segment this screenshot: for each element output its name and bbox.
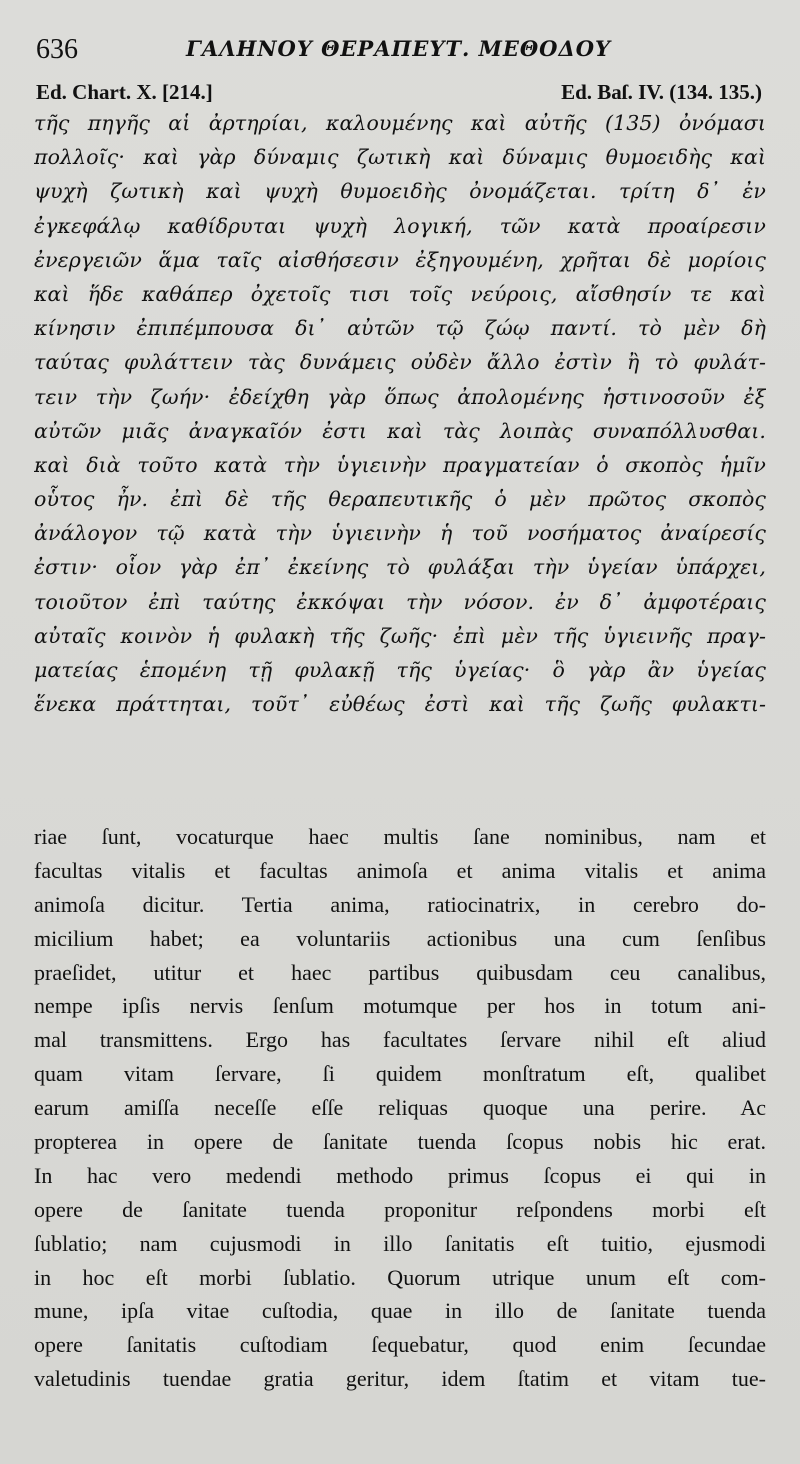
greek-text-line: τειν τὴν ζωήν· ἐδείχθη γὰρ ὅπως ἀπολομένης ἡστινοσοῦν ἐξ (34, 384, 766, 409)
greek-text-line: οὗτος ἦν. ἐπὶ δὲ τῆς θεραπευτικῆς ὁ μὲν πρῶτος σκοπὸς (34, 487, 766, 512)
latin-text-line: valetudinis tuendae gratia geritur, idem ſtatim et vitam tue- (34, 1366, 766, 1392)
greek-text-line: ματείας ἑπομένη τῇ φυλακῇ τῆς ὑγείας· ὃ γὰρ ἂν ὑγείας (34, 658, 766, 682)
latin-text-line: In hac vero medendi methodo primus ſcopus ei qui in (34, 1162, 766, 1188)
edition-left: Ed. Chart. X. [214.] (36, 80, 213, 104)
latin-text-line: mal transmittens. Ergo has facultates ſervare nihil eſt aliud (34, 1027, 766, 1053)
greek-text-line: καὶ διὰ τοῦτο κατὰ τὴν ὑγιεινὴν πραγματείαν ὁ σκοπὸς ἡμῖν (34, 452, 766, 477)
page-header (36, 34, 766, 70)
latin-text-block (34, 820, 766, 1396)
greek-text-line: ψυχὴ ζωτικὴ καὶ ψυχὴ θυμοειδὴς ὀνομάζεται. τρίτη δ᾽ ἐν (34, 179, 766, 204)
latin-text-line: micilium habet; ea voluntariis actionibus una cum ſenſibus (34, 925, 766, 951)
latin-text-line: opere de ſanitate tuenda proponitur reſpondens morbi eſt (34, 1196, 766, 1222)
edition-right: Ed. Baſ. IV. (134. 135.) (561, 80, 762, 104)
page-number: 636 (36, 34, 78, 65)
latin-text-line: in hoc eſt morbi ſublatio. Quorum utrique unum eſt com- (34, 1264, 766, 1290)
greek-text-line: τῆς πηγῆς αἱ ἀρτηρίαι, καλουμένης καὶ αὐτῆς (135) ὀνόμασι (34, 111, 766, 135)
greek-text-line: κίνησιν ἐπιπέμπουσα δι᾽ αὐτῶν τῷ ζώῳ παντί. τὸ μὲν δὴ (34, 316, 766, 341)
running-title: ΓΑΛΗΝΟΥ ΘΕΡΑΠΕΥΤ. ΜΕΘΟΔΟΥ (186, 36, 612, 61)
latin-text-line: animoſa dicitur. Tertia anima, ratiocinatrix, in cerebro do- (34, 891, 766, 917)
latin-text-line: riae ſunt, vocaturque haec multis ſane nominibus, nam et (34, 824, 766, 849)
greek-text-line: καὶ ἥδε καθάπερ ὀχετοῖς τισι τοῖς νεύροις, αἴσθησίν τε καὶ (34, 281, 766, 306)
greek-text-line: ταύτας φυλάττειν τὰς δυνάμεις οὐδὲν ἄλλο ἐστὶν ἢ τὸ φυλάτ- (34, 350, 766, 375)
latin-text-line: nempe ipſis nervis ſenſum motumque per hos in totum ani- (34, 993, 766, 1019)
greek-text-line: ἀνάλογον τῷ κατὰ τὴν ὑγιεινὴν ἡ τοῦ νοσήματος ἀναίρεσίς (34, 521, 766, 546)
greek-text-line: ἐγκεφάλῳ καθίδρυται ψυχὴ λογική, τῶν κατὰ προαίρεσιν (34, 213, 766, 238)
latin-text-line: praeſidet, utitur et haec partibus quibusdam ceu canalibus, (34, 959, 766, 985)
latin-text-line: earum amiſſa neceſſe eſſe reliquas quoque una perire. Ac (34, 1095, 766, 1121)
latin-text-line: opere ſanitatis cuſtodiam ſequebatur, quod enim ſecundae (34, 1332, 766, 1358)
greek-text-line: τοιοῦτον ἐπὶ ταύτης ἐκκόψαι τὴν νόσον. ἐν δ᾽ ἀμφοτέραις (34, 589, 766, 614)
greek-text-line: αὐτῶν μιᾶς ἀναγκαῖόν ἐστι καὶ τὰς λοιπὰς συναπόλλυσθαι. (34, 418, 766, 443)
greek-text-line: ἕνεκα πράττηται, τοῦτ᾽ εὐθέως ἐστὶ καὶ τῆς ζωῆς φυλακτι- (34, 692, 766, 717)
latin-text-line: facultas vitalis et facultas animoſa et anima vitalis et anima (34, 857, 766, 883)
latin-text-line: mune, ipſa vitae cuſtodia, quae in illo de ſanitate tuenda (34, 1298, 766, 1324)
greek-text-line: πολλοῖς· καὶ γὰρ δύναμις ζωτικὴ καὶ δύναμις θυμοειδὴς καὶ (34, 145, 766, 170)
greek-text-line: ἐστιν· οἷον γὰρ ἐπ᾽ ἐκείνης τὸ φυλάξαι τὴν ὑγείαν ὑπάρχει, (34, 555, 766, 580)
latin-text-line: ſublatio; nam cujusmodi in illo ſanitatis eſt tuitio, ejusmodi (34, 1230, 766, 1256)
greek-text-line: αὐταῖς κοινὸν ἡ φυλακὴ τῆς ζωῆς· ἐπὶ μὲν τῆς ὑγιεινῆς πραγ- (34, 623, 766, 648)
latin-text-line: propterea in opere de ſanitate tuenda ſcopus nobis hic erat. (34, 1129, 766, 1155)
greek-text-line: ἐνεργειῶν ἅμα ταῖς αἰσθήσεσιν ἐξηγουμένη, χρῆται δὲ μορίοις (34, 247, 766, 272)
greek-text-block (34, 106, 766, 721)
latin-text-line: quam vitam ſervare, ſi quidem monſtratum eſt, qualibet (34, 1061, 766, 1087)
